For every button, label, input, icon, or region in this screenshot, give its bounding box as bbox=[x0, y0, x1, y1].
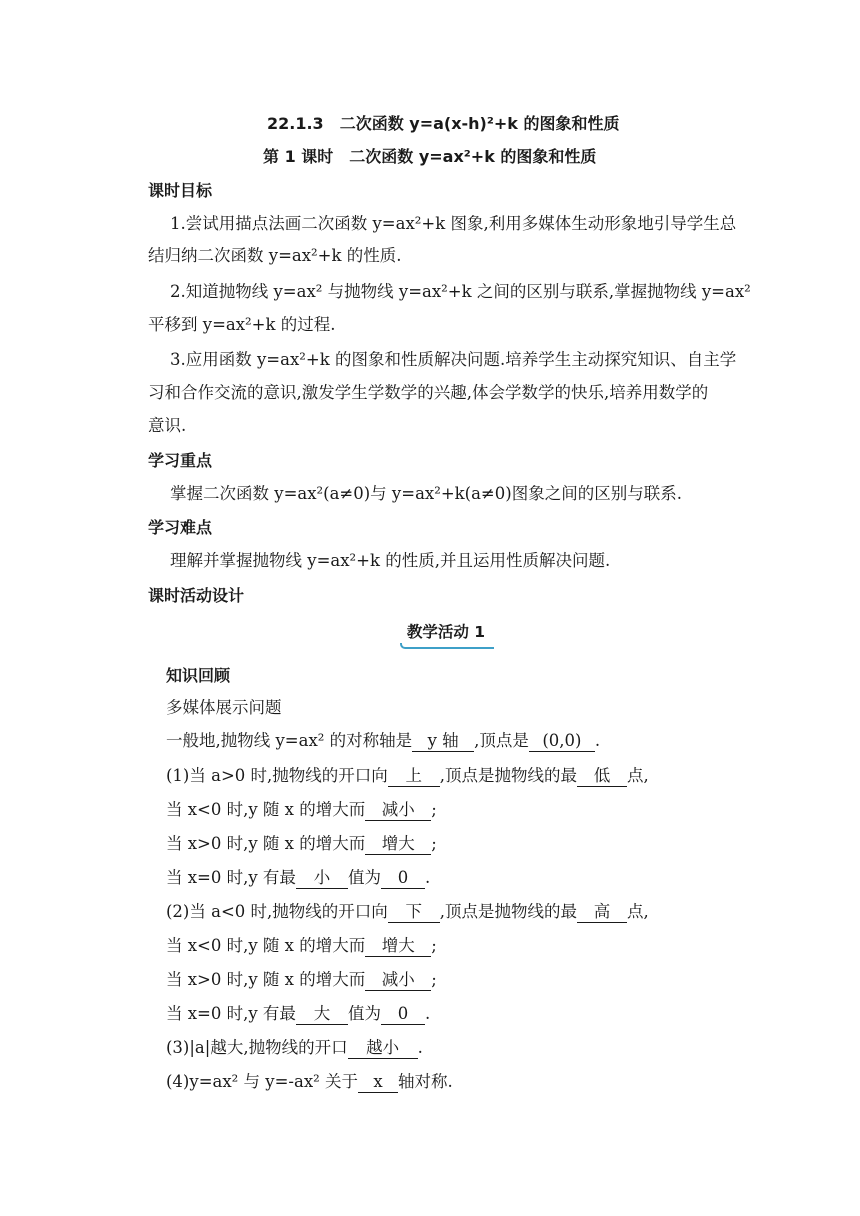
answer-blank: 0 bbox=[381, 1004, 425, 1025]
answer-blank: 增大 bbox=[365, 834, 431, 855]
goal-line: 平移到 y=ax²+k 的过程. bbox=[148, 315, 336, 334]
goals-heading: 课时目标 bbox=[148, 181, 213, 200]
answer-blank: 增大 bbox=[365, 936, 431, 957]
review-line: 当 x<0 时,y 随 x 的增大而 增大 ; bbox=[166, 936, 437, 955]
answer-blank: 下 bbox=[388, 902, 440, 923]
answer-blank: 上 bbox=[388, 766, 440, 787]
lesson-title: 第 1 课时 二次函数 y=ax²+k 的图象和性质 bbox=[263, 147, 597, 166]
review-line: (4)y=ax² 与 y=-ax² 关于 x 轴对称. bbox=[166, 1072, 453, 1091]
goal-line: 结归纳二次函数 y=ax²+k 的性质. bbox=[148, 246, 402, 265]
answer-blank: 高 bbox=[577, 902, 627, 923]
answer-blank: x bbox=[358, 1072, 398, 1093]
section-title: 22.1.3 二次函数 y=a(x-h)²+k 的图象和性质 bbox=[267, 114, 620, 133]
goal-line: 1.尝试用描点法画二次函数 y=ax²+k 图象,利用多媒体生动形象地引导学生总 bbox=[170, 214, 737, 233]
goal-line: 3.应用函数 y=ax²+k 的图象和性质解决问题.培养学生主动探究知识、自主学 bbox=[170, 350, 737, 369]
answer-blank: y 轴 bbox=[412, 731, 474, 752]
goal-line: 习和合作交流的意识,激发学生学数学的兴趣,体会学数学的快乐,培养用数学的 bbox=[148, 383, 709, 402]
answer-blank: 越小 bbox=[348, 1038, 418, 1059]
review-line: 一般地,抛物线 y=ax² 的对称轴是 y 轴 ,顶点是 (0,0) . bbox=[166, 731, 601, 750]
difficulty-heading: 学习难点 bbox=[148, 518, 213, 537]
review-heading: 知识回顾 bbox=[166, 666, 231, 685]
goal-line: 2.知道抛物线 y=ax² 与抛物线 y=ax²+k 之间的区别与联系,掌握抛物线 y=ax² bbox=[170, 282, 751, 301]
review-intro: 多媒体展示问题 bbox=[166, 698, 282, 717]
review-line: 当 x>0 时,y 随 x 的增大而 减小 ; bbox=[166, 970, 437, 989]
answer-blank: 低 bbox=[577, 766, 627, 787]
answer-blank: 小 bbox=[296, 868, 348, 889]
review-line: 当 x<0 时,y 随 x 的增大而 减小 ; bbox=[166, 800, 437, 819]
design-heading: 课时活动设计 bbox=[148, 586, 245, 605]
key-point-heading: 学习重点 bbox=[148, 451, 213, 470]
review-line: 当 x=0 时,y 有最 小 值为 0 . bbox=[166, 868, 431, 887]
answer-blank: 大 bbox=[296, 1004, 348, 1025]
answer-blank: 减小 bbox=[365, 970, 431, 991]
difficulty-text: 理解并掌握抛物线 y=ax²+k 的性质,并且运用性质解决问题. bbox=[170, 551, 611, 570]
goal-line: 意识. bbox=[148, 416, 187, 435]
answer-blank: 减小 bbox=[365, 800, 431, 821]
review-line: (3)|a|越大,抛物线的开口 越小 . bbox=[166, 1038, 423, 1057]
review-line: 当 x>0 时,y 随 x 的增大而 增大 ; bbox=[166, 834, 437, 853]
review-line: (2)当 a<0 时,抛物线的开口向 下 ,顶点是抛物线的最 高 点, bbox=[166, 902, 649, 921]
review-line: (1)当 a>0 时,抛物线的开口向 上 ,顶点是抛物线的最 低 点, bbox=[166, 766, 649, 785]
activity-badge: 教学活动 1 bbox=[406, 623, 486, 641]
key-point-text: 掌握二次函数 y=ax²(a≠0)与 y=ax²+k(a≠0)图象之间的区别与联系. bbox=[170, 484, 682, 503]
answer-blank: 0 bbox=[381, 868, 425, 889]
activity-badge-underline bbox=[400, 643, 494, 649]
answer-blank: (0,0) bbox=[529, 731, 595, 752]
review-line: 当 x=0 时,y 有最 大 值为 0 . bbox=[166, 1004, 431, 1023]
